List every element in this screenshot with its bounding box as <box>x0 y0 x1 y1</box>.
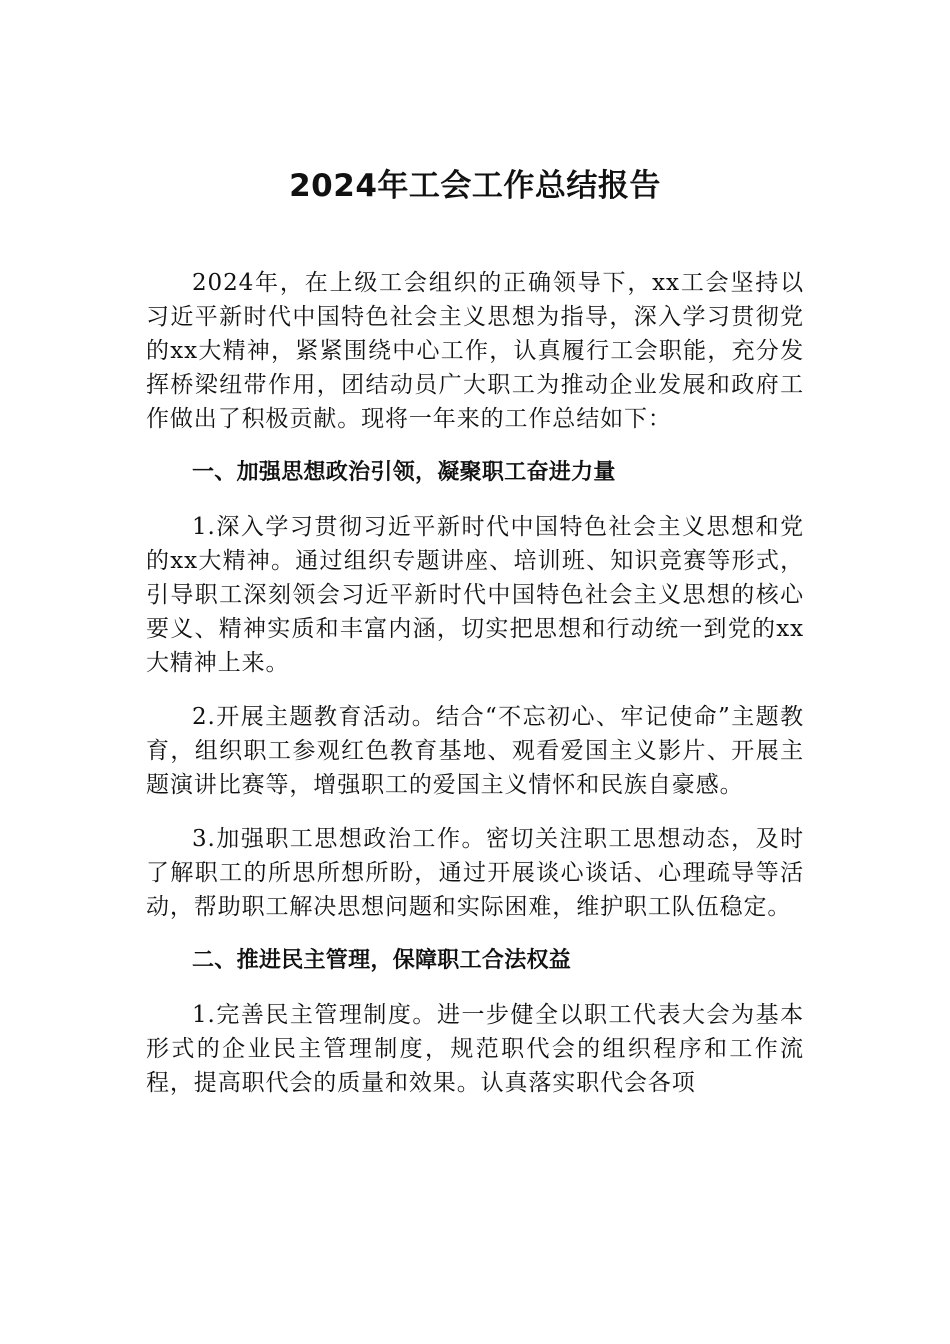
body-paragraph: 1.完善民主管理制度。进一步健全以职工代表大会为基本形式的企业民主管理制度，规范职代会的组织程序和工作流程，提高职代会的质量和效果。认真落实职代会各项 <box>146 1002 804 1096</box>
body-paragraph: 1.深入学习贯彻习近平新时代中国特色社会主义思想和党的xx大精神。通过组织专题讲座、培训班、知识竞赛等形式，引导职工深刻领会习近平新时代中国特色社会主义思想的核心要义、精神实质和丰富内涵，切实把思想和行动统一到党的xx大精神上来。 <box>146 514 804 676</box>
section-heading: 二、推进民主管理，保障职工合法权益 <box>192 948 572 973</box>
section-heading: 一、加强思想政治引领，凝聚职工奋进力量 <box>192 460 616 485</box>
body-paragraph: 2.开展主题教育活动。结合“不忘初心、牢记使命”主题教育，组织职工参观红色教育基地、观看爱国主义影片、开展主题演讲比赛等，增强职工的爱国主义情怀和民族自豪感。 <box>146 704 804 798</box>
intro-paragraph: 2024年，在上级工会组织的正确领导下，xx工会坚持以习近平新时代中国特色社会主义思想为指导，深入学习贯彻党的xx大精神，紧紧围绕中心工作，认真履行工会职能，充分发挥桥梁纽带作用，团结动员广大职工为推动企业发展和政府工作做出了积极贡献。现将一年来的工作总结如下： <box>146 270 804 432</box>
document-title: 2024年工会工作总结报告 <box>289 168 661 204</box>
body-paragraph: 3.加强职工思想政治工作。密切关注职工思想动态，及时了解职工的所思所想所盼，通过开展谈心谈话、心理疏导等活动，帮助职工解决思想问题和实际困难，维护职工队伍稳定。 <box>146 826 804 920</box>
